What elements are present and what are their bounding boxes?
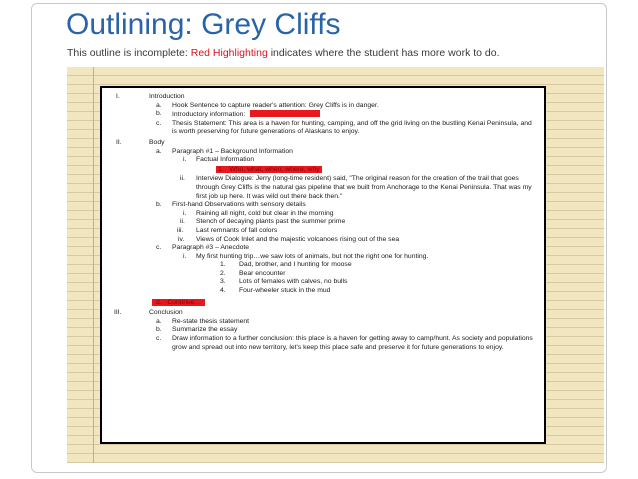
outline-subitem bbox=[116, 175, 538, 201]
slide-title: Outlining: Grey Cliffs bbox=[66, 8, 341, 41]
section-heading: Body bbox=[149, 138, 165, 146]
outline-subsubitem bbox=[116, 287, 538, 296]
section-heading: Conclusion bbox=[149, 309, 183, 317]
item-text: Paragraph #1 – Background Information bbox=[172, 147, 293, 155]
item-number: 3. bbox=[220, 278, 226, 286]
outline-subitem bbox=[116, 253, 538, 262]
item-text: Introductory information: bbox=[172, 111, 246, 119]
item-letter: b. bbox=[156, 326, 162, 334]
section-heading: Introduction bbox=[149, 93, 185, 100]
roman-numeral: I. bbox=[116, 93, 120, 100]
item-text: Bear encounter bbox=[239, 269, 286, 277]
item-text: My first hunting trip…we saw lots of animals, but not the right one for hunting. bbox=[196, 252, 429, 260]
item-numeral: iii. bbox=[177, 226, 184, 234]
outline-subitem bbox=[116, 156, 538, 165]
outline-item bbox=[116, 148, 538, 157]
subtitle-text-end: indicates where the student has more work to do. bbox=[267, 47, 500, 59]
item-numeral: i. bbox=[183, 252, 187, 260]
item-text: Lots of females with calves, no bulls bbox=[239, 278, 348, 286]
outline-item bbox=[116, 326, 538, 335]
item-letter: c. bbox=[156, 244, 162, 252]
outline-section-body bbox=[116, 139, 538, 148]
item-number: 2. bbox=[220, 269, 226, 277]
item-text: First-hand Observations with sensory details bbox=[172, 201, 306, 209]
red-highlight-item bbox=[152, 299, 205, 306]
item-text: Factual Information bbox=[196, 156, 255, 164]
item-text: Re-state thesis statement bbox=[172, 317, 250, 325]
item-text: Views of Cook Inlet and the majestic volcanoes rising out of the sea bbox=[196, 235, 400, 243]
item-text: Last remnants of fall colors bbox=[196, 226, 278, 234]
outline-subsubitem bbox=[116, 270, 538, 279]
item-text: Dad, brother, and I hunting for moose bbox=[239, 261, 352, 269]
item-letter: c. bbox=[156, 335, 162, 343]
outline-subsubitem bbox=[116, 261, 538, 270]
subtitle-text: This outline is incomplete: bbox=[67, 47, 191, 59]
roman-numeral: II. bbox=[116, 138, 122, 146]
outline-item bbox=[116, 110, 538, 120]
outline-document bbox=[100, 86, 546, 444]
outline-item bbox=[116, 102, 538, 111]
item-text: Stench of decaying plants past the summer prime bbox=[196, 218, 346, 226]
outline-item bbox=[116, 120, 537, 137]
red-highlight-placeholder bbox=[250, 110, 320, 117]
item-numeral: i. bbox=[183, 209, 187, 217]
outline-subitem bbox=[116, 210, 538, 219]
item-letter: a. bbox=[156, 317, 162, 325]
item-letter: b. bbox=[156, 110, 162, 118]
item-letter: a. bbox=[156, 101, 162, 109]
outline-subsubitem bbox=[116, 166, 538, 175]
item-numeral: ii. bbox=[180, 218, 185, 226]
item-letter: c. bbox=[156, 119, 162, 127]
item-text: Interview Dialogue: Jerry (long-time resident) said, "The original reason for the creation of the trail that goes through Grey Cliffs is the natural gas pipeline that we built from Anchorage to the Kenai Peninsula. That was my first job up here. It was wild out there back then." bbox=[196, 175, 532, 200]
outline-section-introduction bbox=[116, 93, 538, 102]
outline-item bbox=[116, 201, 538, 210]
slide-subtitle bbox=[67, 47, 500, 59]
item-text: Summarize the essay bbox=[172, 326, 238, 334]
item-numeral: iv. bbox=[178, 235, 185, 243]
item-text: Raining all night, cold but clear in the morning bbox=[196, 209, 334, 217]
outline-item bbox=[116, 244, 538, 253]
outline-item bbox=[116, 299, 538, 308]
outline-item bbox=[116, 335, 537, 352]
item-numeral: ii. bbox=[180, 175, 185, 183]
item-text: Four-wheeler stuck in the mud bbox=[239, 287, 331, 295]
item-text: Continue… bbox=[167, 298, 202, 306]
item-text: Paragraph #3 – Anecdote bbox=[172, 244, 250, 252]
item-text: Draw information to a further conclusion: this place is a haven for getting away to camp/hunt. As society and populations grow and spread out into new territory, let's keep this place safe and preserve it for future generations to enjoy. bbox=[172, 335, 533, 351]
item-letter: b. bbox=[156, 201, 162, 209]
roman-numeral: III. bbox=[114, 309, 122, 317]
item-letter: a. bbox=[156, 147, 162, 155]
subtitle-highlight-text: Red Highlighting bbox=[190, 47, 268, 59]
outline-item bbox=[116, 318, 538, 327]
outline-subsubitem bbox=[116, 278, 538, 287]
item-text: Hook Sentence to capture reader's attention: Grey Cliffs is in danger. bbox=[172, 101, 379, 109]
item-letter: d. bbox=[156, 298, 162, 306]
item-text: Who, what, when, where, why bbox=[229, 165, 320, 173]
item-text: Thesis Statement: This area is a haven for hunting, camping, and off the grid living on the bustling Kenai Peninsula, and is worth preserving for future generations of Alaskans to enjoy. bbox=[172, 119, 532, 136]
item-numeral: i. bbox=[183, 156, 187, 164]
outline-subitem bbox=[116, 218, 538, 227]
red-highlight-item bbox=[216, 166, 322, 173]
outline-section-conclusion bbox=[116, 309, 538, 318]
item-number: 1. bbox=[220, 261, 226, 269]
item-number: 4. bbox=[220, 287, 226, 295]
item-number: 1. bbox=[218, 165, 224, 173]
outline-subitem bbox=[116, 227, 538, 236]
outline-subitem bbox=[116, 236, 538, 245]
